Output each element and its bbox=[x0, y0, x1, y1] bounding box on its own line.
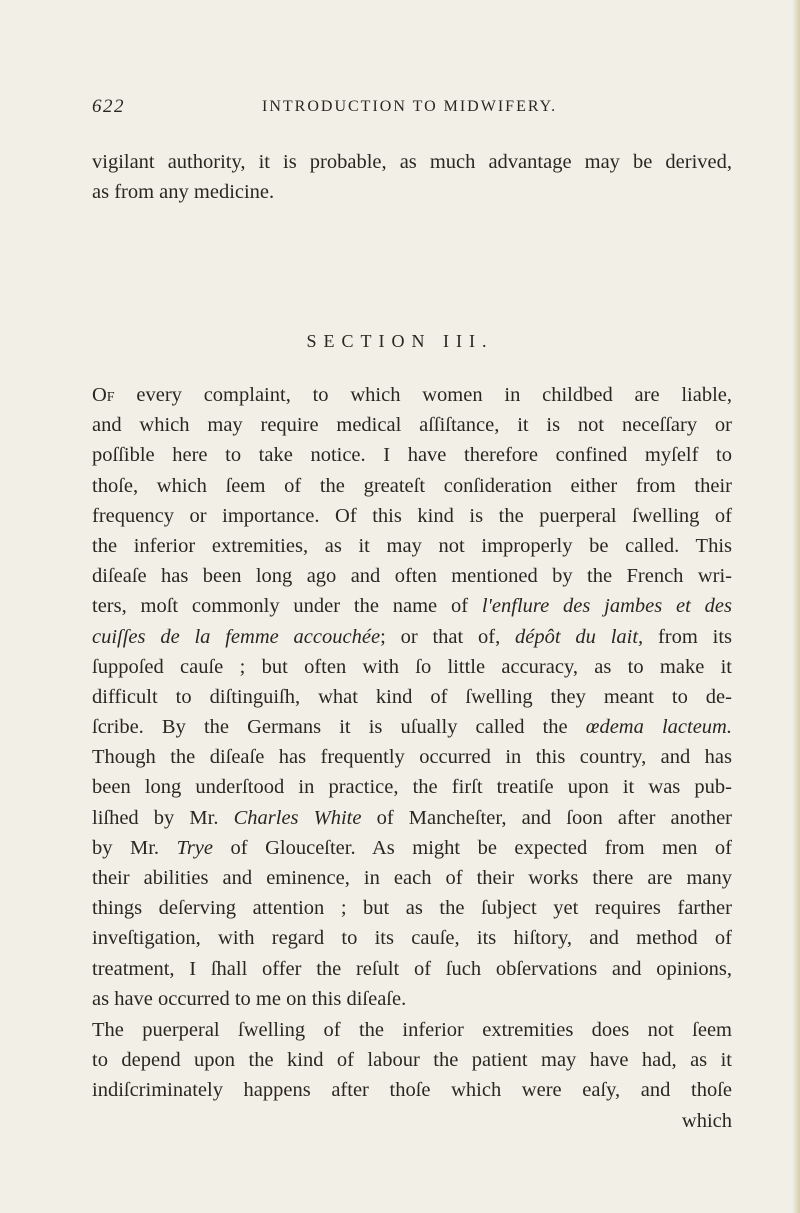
page-number: 622 bbox=[92, 96, 125, 117]
text-line: diſeaſe has been long ago and often mentioned by the French wri- bbox=[92, 565, 732, 588]
paragraph-1 bbox=[92, 380, 732, 1014]
text-line: ters, moſt commonly under the name of l'enflure des jambes et des bbox=[92, 595, 732, 618]
text-line: Though the diſeaſe has frequently occurred in this country, and has bbox=[92, 746, 732, 769]
text-line: ſuppoſed cauſe ; but often with ſo little accuracy, as to make it bbox=[92, 655, 732, 678]
text-line: to depend upon the kind of labour the patient may have had, as it bbox=[92, 1049, 732, 1072]
text-line: cuiſſes de la femme accouchée; or that of, dépôt du lait, from its bbox=[92, 625, 733, 648]
text-line: liſhed by Mr. Charles White of Mancheſter, and ſoon after another bbox=[92, 806, 732, 829]
text-line: The puerperal ſwelling of the inferior extremities does not ſeem bbox=[92, 1019, 732, 1041]
author-name: Trye bbox=[176, 836, 214, 859]
paragraph-2 bbox=[92, 1015, 732, 1136]
latin-term: œdema lacteum. bbox=[585, 716, 732, 739]
text-line: vigilant authority, it is probable, as much advantage may be derived, bbox=[92, 151, 732, 173]
text-line: difficult to diſtinguiſh, what kind of ſwelling they meant to de- bbox=[92, 685, 732, 708]
french-term: cuiſſes de la femme accouchée bbox=[92, 625, 381, 648]
text-line: treatment, I ſhall offer the reſult of ſuch obſervations and opinions, bbox=[92, 957, 732, 980]
french-term: l'enflure des jambes et des bbox=[481, 595, 732, 618]
text-line: as from any medicine. bbox=[92, 181, 275, 204]
page-edge-shadow bbox=[792, 0, 800, 1213]
text-line: the inferior extremities, as it may not improperly be called. This bbox=[92, 534, 732, 557]
author-name: Charles White bbox=[233, 806, 362, 829]
text-line: their abilities and eminence, in each of their works there are many bbox=[92, 867, 732, 889]
text-line: and which may require medical aſſiſtance, it is not neceſſary or bbox=[92, 414, 732, 437]
french-term: dépôt du lait, bbox=[515, 625, 644, 648]
text-line: as have occurred to me on this diſeaſe. bbox=[92, 987, 407, 1010]
section-heading: SECTION III. bbox=[306, 331, 494, 351]
intro-paragraph bbox=[92, 147, 732, 207]
text-line: been long underſtood in practice, the firſt treatiſe upon it was pub- bbox=[92, 776, 732, 799]
running-title: INTRODUCTION TO MIDWIFERY. bbox=[262, 98, 558, 115]
text-line: indiſcriminately happens after thoſe which were eaſy, and thoſe bbox=[92, 1079, 732, 1102]
drop-cap: Of bbox=[92, 384, 115, 406]
text-line: Of every complaint, to which women in childbed are liable, bbox=[92, 384, 732, 406]
text-line: things deſerving attention ; but as the ſubject yet requires farther bbox=[92, 897, 732, 920]
text-line: ſcribe. By the Germans it is uſually called the œdema lacteum. bbox=[92, 716, 732, 739]
text-line: inveſtigation, with regard to its cauſe, its hiſtory, and method of bbox=[92, 927, 732, 950]
text-line: by Mr. Trye of Glouceſter. As might be expected from men of bbox=[92, 836, 732, 859]
text-line: poſſible here to take notice. I have therefore confined myſelf to bbox=[92, 444, 732, 467]
text-line: frequency or importance. Of this kind is the puerperal ſwelling of bbox=[92, 504, 732, 527]
running-header bbox=[92, 96, 732, 126]
catchword: which bbox=[681, 1109, 732, 1132]
text-line: thoſe, which ſeem of the greateſt conſideration either from their bbox=[92, 474, 732, 497]
